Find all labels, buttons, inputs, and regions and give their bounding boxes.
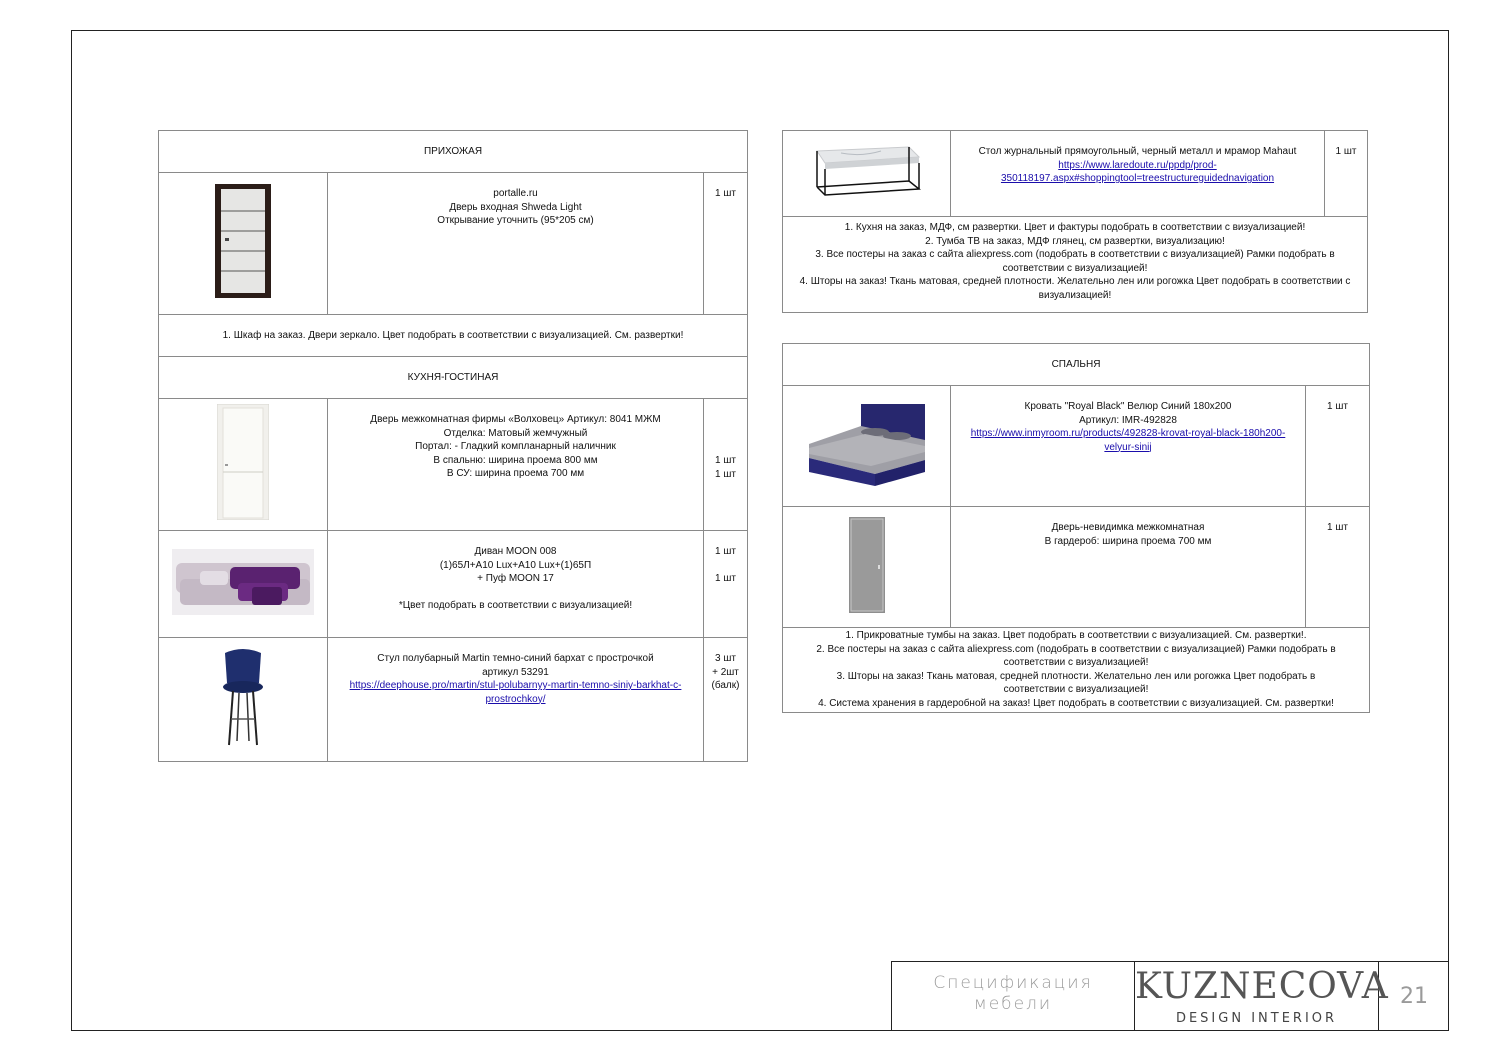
- hidden-door-description: Дверь-невидимка межкомнатная В гардероб: ширина проема 700 мм: [951, 507, 1306, 628]
- bar-chair-qty: 3 шт + 2шт (балк): [704, 638, 748, 762]
- coffee-table-link[interactable]: https://www.laredoute.ru/ppdp/prod-: [1058, 159, 1217, 171]
- bed-image: [783, 386, 951, 507]
- section-header-bedroom: СПАЛЬНЯ: [783, 344, 1370, 386]
- hidden-door-icon: [849, 517, 885, 613]
- bedroom-notes: 1. Прикроватные тумбы на заказ. Цвет подобрать в соответствии с визуализацией. См. развертки!. 2. Все постеры на заказ с сайта aliexpress.com (подобрать в соответствии с визуализацией) Рамки подобрать в соответствии с визуализацией! 3. Шторы на заказ! Ткань матовая, средней плотности. Желательно лен или рогожка Цвет подобрать в соответствии с визуализацией! 4. Система хранения в гардеробной на заказ! Цвет подобрать в соответствии с визуализацией. См. развертки!: [783, 628, 1370, 713]
- bed-link-cont[interactable]: velyur-sinij: [1104, 441, 1152, 453]
- brand-logo: [1135, 962, 1389, 1031]
- title-block: [891, 961, 1449, 1031]
- entrance-door-description: portalle.ru Дверь входная Shweda Light Открывание уточнить (95*205 см): [328, 173, 704, 315]
- section-header-hallway: ПРИХОЖАЯ: [159, 131, 748, 173]
- sofa-image: [159, 531, 328, 638]
- bed-description: Кровать "Royal Black" Велюр Синий 180х200 Артикул: IMR-492828 https://www.inmyroom.ru/products/492828-krovat-royal-black-180h200- velyur-sinij: [951, 386, 1306, 507]
- entrance-door-image: [159, 173, 328, 315]
- bar-chair-description: Стул полубарный Martin темно-синий бархат с прострочкой артикул 53291 https://deephouse.pro/martin/stul-polubarnyy-martin-temno-siniy-barkhat-c- prostrochkoy/: [328, 638, 704, 762]
- kitchen-notes: 1. Кухня на заказ, МДФ, см развертки. Цвет и фактуры подобрать в соответствии с визуализацией! 2. Тумба ТВ на заказ, МДФ глянец, см развертки, визуализацию! 3. Все постеры на заказ с сайта aliexpress.com (подобрать в соответствии с визуализацией) Рамки подобрать в соответствии с визуализацией! 4. Шторы на заказ! Ткань матовая, средней плотности. Желательно лен или рогожка Цвет подобрать в соответствии с визуализацией!: [783, 217, 1368, 313]
- hallway-notes: 1. Шкаф на заказ. Двери зеркало. Цвет подобрать в соответствии с визуализацией. См. развертки!: [159, 315, 748, 357]
- interior-door-image: [159, 399, 328, 531]
- interior-door-qty: 1 шт 1 шт: [704, 399, 748, 531]
- hidden-door-qty: 1 шт: [1306, 507, 1370, 628]
- entrance-door-icon: [215, 184, 271, 298]
- interior-door-description: Дверь межкомнатная фирмы «Волховец» Артикул: 8041 МЖМ Отделка: Матовый жемчужный Портал: - Гладкий компланарный наличник В спальню: ширина проема 800 мм В СУ: ширина проема 700 мм: [328, 399, 704, 531]
- bed-link[interactable]: https://www.inmyroom.ru/products/492828-krovat-royal-black-180h200-: [970, 428, 1286, 439]
- coffee-table-icon: [811, 143, 923, 199]
- page-number: 21: [1400, 984, 1428, 1009]
- coffee-table-qty: 1 шт: [1325, 131, 1368, 217]
- bar-chair-image: [159, 638, 328, 762]
- bedroom-spec-table: [782, 343, 1370, 713]
- coffee-table-image: [783, 131, 951, 217]
- document-title: Спецификация мебели: [892, 962, 1135, 1031]
- coffee-table-link-cont[interactable]: 350118197.aspx#shoppingtool=treestructureguidednavigation: [1000, 173, 1275, 184]
- entrance-door-qty: 1 шт: [704, 173, 748, 315]
- bed-qty: 1 шт: [1306, 386, 1370, 507]
- bed-icon: [805, 400, 929, 488]
- bar-chair-icon: [213, 647, 273, 747]
- sofa-description: Диван MOON 008 (1)65Л+A10 Lux+A10 Lux+(1)65П + Пуф MOON 17 *Цвет подобрать в соответствии с визуализацией!: [328, 531, 704, 638]
- interior-door-icon: [217, 404, 269, 520]
- right-top-spec-table: [782, 130, 1368, 313]
- coffee-table-description: Стол журнальный прямоугольный, черный металл и мрамор Mahaut https://www.laredoute.ru/ppdp/prod- 350118197.aspx#shoppingtool=treestructureguidednavigation: [951, 131, 1325, 217]
- left-spec-table: [158, 130, 748, 762]
- sofa-qty: 1 шт 1 шт: [704, 531, 748, 638]
- bar-chair-link-cont[interactable]: prostrochkoy/: [485, 693, 546, 705]
- brand-tagline: DESIGN INTERIOR: [1175, 1011, 1338, 1026]
- sofa-icon: [172, 549, 314, 615]
- section-header-kitchen: КУХНЯ-ГОСТИНАЯ: [159, 357, 748, 399]
- bar-chair-link[interactable]: https://deephouse.pro/martin/stul-polubarnyy-martin-temno-siniy-barkhat-c-: [349, 680, 682, 691]
- brand-name: KUZNECOVA: [1135, 966, 1389, 1007]
- hidden-door-image: [783, 507, 951, 628]
